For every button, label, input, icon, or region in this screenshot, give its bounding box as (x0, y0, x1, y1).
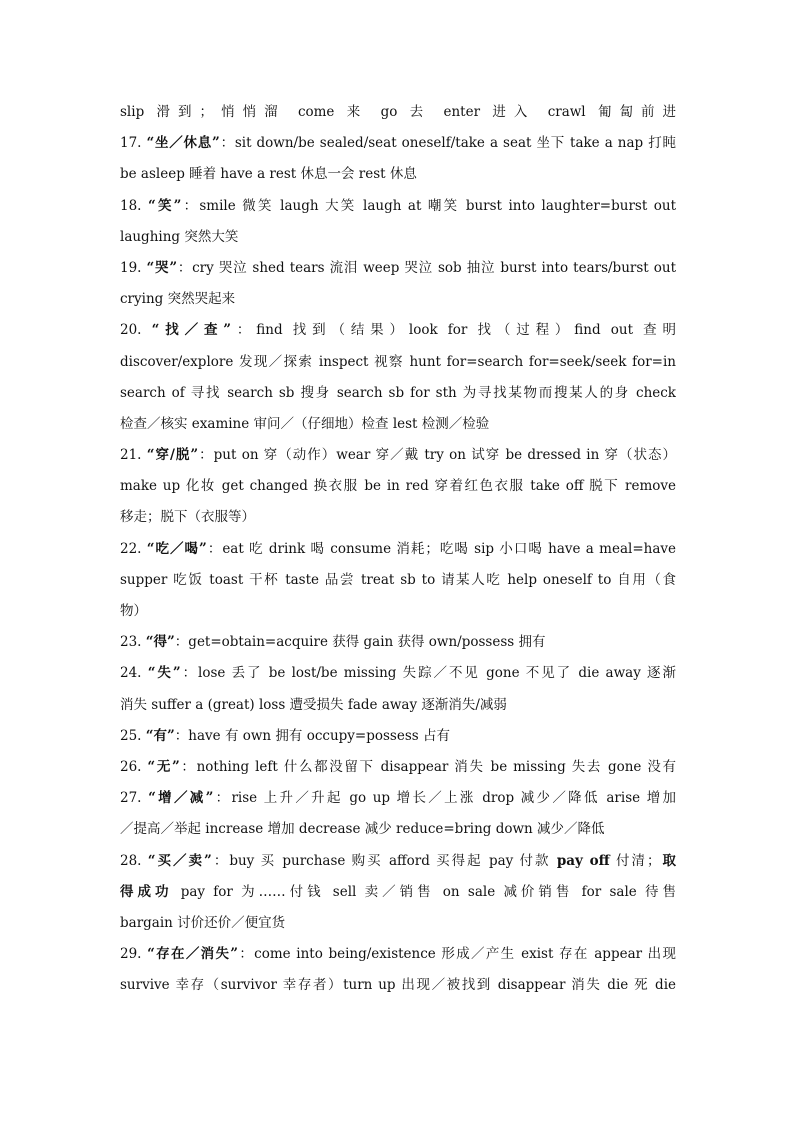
text-line-24: ／提高／举起 increase 增加 decrease 减少 reduce=bring down 减少／降低 (120, 821, 605, 838)
text-line-26: 得成功 pay for 为……付钱 sell 卖／销售 on sale 减价销售 for sale 待售 (120, 883, 676, 900)
text-line-16: supper 吃饭 toast 干杯 taste 品尝 treat sb to 请某人吃 help oneself to 自用（食 (120, 571, 676, 588)
text-line-1: slip 滑到；悄悄溜 come 来 go 去 enter 进入 crawl 匍匐前进 (120, 104, 676, 120)
text-line-29: survive 幸存（survivor 幸存者）turn up 出现／被找到 disappear 消失 die 死 die (120, 977, 676, 994)
text-line-3: be asleep 睡着 have a rest 休息一会 rest 休息 (120, 166, 417, 183)
text-line-12: 21. “穿/脱”：put on 穿（动作）wear 穿／戴 try on 试穿 be dressed in 穿（状态） (120, 447, 676, 464)
text-line-21: 25. “有”：have 有 own 拥有 occupy=possess 占有 (120, 727, 450, 744)
text-line-4: 18. “笑”：smile 微笑 laugh 大笑 laugh at 嘲笑 burst into laughter=burst out (120, 197, 676, 214)
text-line-7: crying 突然哭起来 (120, 291, 236, 308)
text-line-20: 消失 suffer a (great) loss 遭受损失 fade away 逐渐消失/减弱 (120, 696, 507, 713)
text-line-15: 22. “吃／喝”：eat 吃 drink 喝 consume 消耗；吃喝 sip 小口喝 have a meal=have (120, 540, 676, 557)
text-line-27: bargain 讨价还价／便宜货 (120, 914, 286, 931)
text-line-5: laughing 突然大笑 (120, 228, 239, 245)
text-line-23: 27. “增／减”：rise 上升／升起 go up 增长／上涨 drop 减少／降低 arise 增加 (120, 790, 676, 807)
text-line-2: 17. “坐／休息”：sit down/be sealed/seat oneself/take a seat 坐下 take a nap 打盹 (120, 135, 676, 152)
text-line-9: discover/explore 发现／探索 inspect 视察 hunt for=search for=seek/seek for=in (120, 353, 676, 370)
text-line-11: 检查／核实 examine 审问／（仔细地）检查 lest 检测／检验 (120, 415, 490, 432)
text-line-18: 23. “得”：get=obtain=acquire 获得 gain 获得 own/possess 拥有 (120, 634, 546, 651)
text-line-14: 移走；脱下（衣服等） (120, 509, 255, 526)
document-page (120, 97, 676, 1001)
text-line-17: 物） (120, 603, 147, 619)
text-line-8: 20. “找／查”：find 找到（结果）look for 找（过程）find out 查明 (120, 322, 676, 339)
text-line-19: 24. “失”：lose 丢了 be lost/be missing 失踪／不见 gone 不见了 die away 逐渐 (120, 665, 676, 682)
text-line-25: 28. “买／卖”：buy 买 purchase 购买 afford 买得起 pay 付款 pay off 付清；取 (120, 852, 676, 869)
text-line-6: 19. “哭”：cry 哭泣 shed tears 流泪 weep 哭泣 sob 抽泣 burst into tears/burst out (120, 259, 676, 276)
text-line-13: make up 化妆 get changed 换衣服 be in red 穿着红色衣服 take off 脱下 remove (120, 478, 676, 495)
text-line-28: 29. “存在／消失”：come into being/existence 形成／产生 exist 存在 appear 出现 (120, 946, 676, 963)
text-line-10: search of 寻找 search sb 搜身 search sb for sth 为寻找某物而搜某人的身 check (120, 384, 676, 401)
text-line-22: 26. “无”：nothing left 什么都没留下 disappear 消失 be missing 失去 gone 没有 (120, 758, 676, 775)
